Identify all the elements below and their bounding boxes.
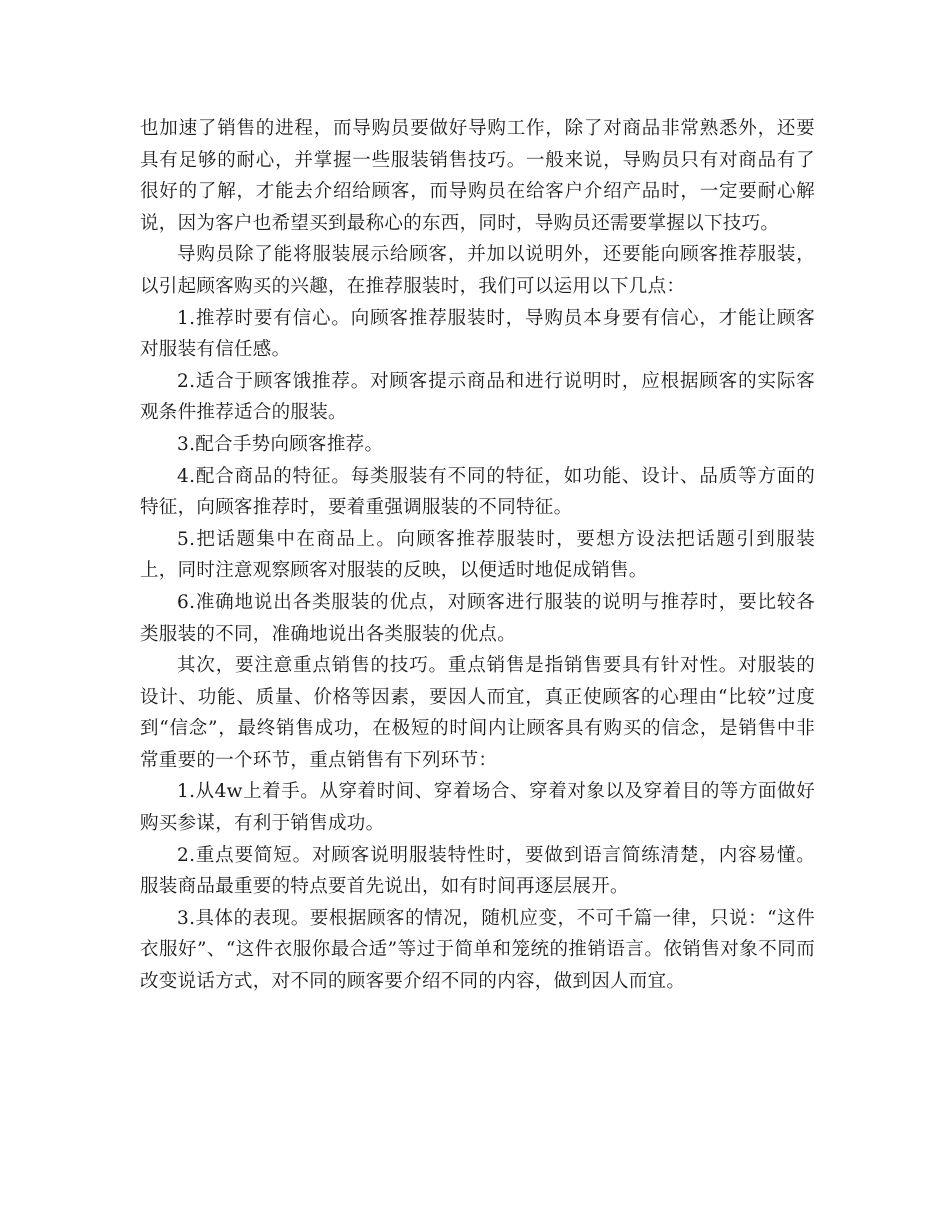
list-item-recommend-1: 1.推荐时要有信心。向顾客推荐服装时，导购员本身要有信心，才能让顾客对服装有信任感。 [140, 307, 815, 361]
list-item-recommend-4: 4.配合商品的特征。每类服装有不同的特征，如功能、设计、品质等方面的特征，向顾客推荐时，要着重强调服装的不同特征。 [140, 465, 815, 519]
list-item-key-3: 3.具体的表现。要根据顾客的情况，随机应变，不可千篇一律，只说：“这件衣服好”、“这件衣服你最合适”等过于简单和笼统的推销语言。依销售对象不同而改变说话方式，对不同的顾客要介绍不同的内容，做到因人而宜。 [140, 907, 815, 993]
paragraph-key-selling: 其次，要注意重点销售的技巧。重点销售是指销售要具有针对性。对服装的设计、功能、质量、价格等因素，要因人而宜，真正使顾客的心理由“比较”过度到“信念”，最终销售成功，在极短的时间内让顾客具有购买的信念，是销售中非常重要的一个环节，重点销售有下列环节： [140, 655, 815, 771]
list-item-recommend-6: 6.准确地说出各类服装的优点，对顾客进行服装的说明与推荐时，要比较各类服装的不同，准确地说出各类服装的优点。 [140, 591, 815, 645]
document-body [140, 113, 815, 998]
list-item-recommend-2: 2.适合于顾客饿推荐。对顾客提示商品和进行说明时，应根据顾客的实际客观条件推荐适合的服装。 [140, 370, 815, 424]
paragraph-intro: 导购员除了能将服装展示给顾客，并加以说明外，还要能向顾客推荐服装，以引起顾客购买的兴趣，在推荐服装时，我们可以运用以下几点： [140, 244, 815, 297]
list-item-recommend-5: 5.把话题集中在商品上。向顾客推荐服装时，要想方设法把话题引到服装上，同时注意观察顾客对服装的反映，以便适时地促成销售。 [140, 528, 815, 582]
list-item-key-2: 2.重点要简短。对顾客说明服装特性时，要做到语言简练清楚，内容易懂。服装商品最重要的特点要首先说出，如有时间再逐层展开。 [140, 844, 815, 898]
list-item-recommend-3: 3.配合手势向顾客推荐。 [177, 433, 384, 455]
list-item-key-1: 1.从4w上着手。从穿着时间、穿着场合、穿着对象以及穿着目的等方面做好购买参谋，有利于销售成功。 [140, 781, 815, 835]
paragraph-continuation: 也加速了销售的进程，而导购员要做好导购工作，除了对商品非常熟悉外，还要具有足够的耐心，并掌握一些服装销售技巧。一般来说，导购员只有对商品有了很好的了解，才能去介绍给顾客，而导购员在给客户介绍产品时，一定要耐心解说，因为客户也希望买到最称心的东西，同时，导购员还需要掌握以下技巧。 [140, 118, 815, 234]
